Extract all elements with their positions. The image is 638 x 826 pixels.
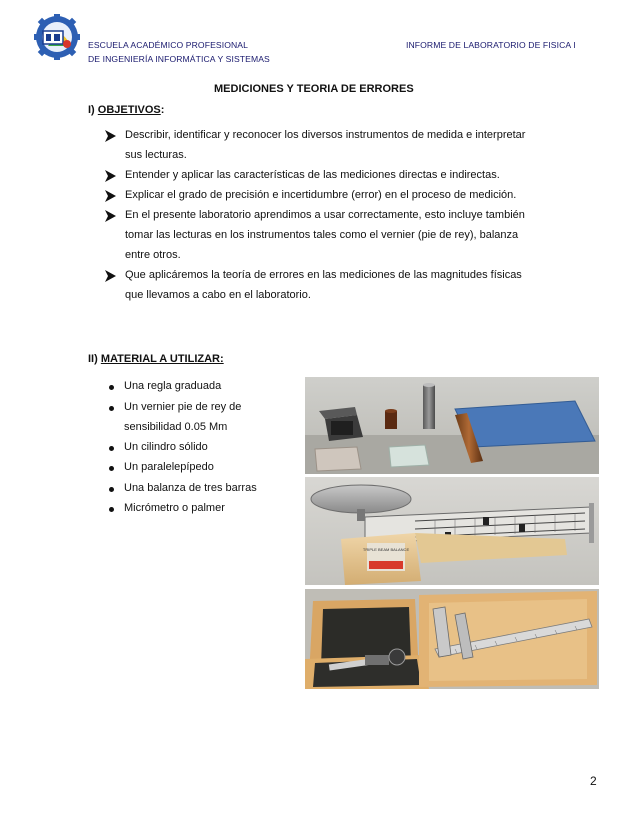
document-title: MEDICIONES Y TEORIA DE ERRORES — [214, 83, 414, 95]
objective-line: tomar las lecturas en los instrumentos tales como el vernier (pie de rey), balanza — [125, 229, 519, 241]
bullet-icon — [109, 507, 114, 512]
photo-vernier-micrometer-cases — [305, 589, 599, 689]
arrow-bullet-icon — [105, 130, 116, 142]
objective-line: entre otros. — [125, 249, 181, 261]
material-item: Un cilindro sólido — [124, 441, 208, 453]
header-school-line2: DE INGENIERÍA INFORMÁTICA Y SISTEMAS — [88, 54, 270, 64]
balance-label-text: TRIPLE BEAM BALANCE — [362, 547, 410, 552]
material-item: Micrómetro o palmer — [124, 502, 225, 514]
bullet-icon — [109, 466, 114, 471]
section-objectives-heading — [88, 104, 164, 116]
material-item: Un paralelepípedo — [124, 461, 214, 473]
material-item-continuation: sensibilidad 0.05 Mm — [124, 421, 228, 433]
section-number: II) — [88, 353, 101, 365]
page-number: 2 — [590, 774, 597, 788]
objective-line: Describir, identificar y reconocer los diversos instrumentos de medida e interpretar — [125, 129, 526, 141]
arrow-bullet-icon — [105, 210, 116, 222]
header-school-line1: ESCUELA ACADÉMICO PROFESIONAL — [88, 40, 249, 50]
objective-item — [125, 165, 548, 185]
objective-line: Que aplicáremos la teoría de errores en las mediciones de las magnitudes físicas — [125, 269, 522, 281]
objective-line: que llevamos a cabo en el laboratorio. — [125, 289, 311, 301]
arrow-bullet-icon — [105, 270, 116, 282]
arrow-bullet-icon — [105, 170, 116, 182]
section-colon: : — [160, 104, 165, 116]
objective-line: Entender y aplicar las características de las mediciones directas e indirectas. — [125, 169, 500, 181]
objective-line: Explicar el grado de precisión e incertidumbre (error) en el proceso de medición. — [125, 189, 517, 201]
bullet-icon — [109, 446, 114, 451]
objective-line: En el presente laboratorio aprendimos a usar correctamente, esto incluye también — [125, 209, 525, 221]
objective-item — [125, 185, 548, 205]
material-item: Una regla graduada — [124, 380, 222, 392]
school-logo — [34, 14, 80, 60]
bullet-icon — [109, 487, 114, 492]
section-materials-heading — [88, 353, 224, 365]
bullet-icon — [109, 406, 114, 411]
objective-item — [125, 265, 548, 305]
section-title: MATERIAL A UTILIZAR: — [100, 353, 224, 365]
photo-lab-objects — [305, 377, 599, 474]
section-title: OBJETIVOS — [97, 104, 161, 116]
section-number: I) — [88, 104, 98, 116]
header-report-title: INFORME DE LABORATORIO DE FISICA I — [406, 40, 576, 50]
bullet-icon — [109, 385, 114, 390]
material-item: Un vernier pie de rey de — [124, 401, 242, 413]
objective-line: sus lecturas. — [125, 149, 187, 161]
photo-triple-beam-balance — [305, 477, 599, 585]
material-item: Una balanza de tres barras — [124, 482, 257, 494]
arrow-bullet-icon — [105, 190, 116, 202]
objective-item — [125, 205, 548, 265]
objective-item — [125, 125, 548, 165]
